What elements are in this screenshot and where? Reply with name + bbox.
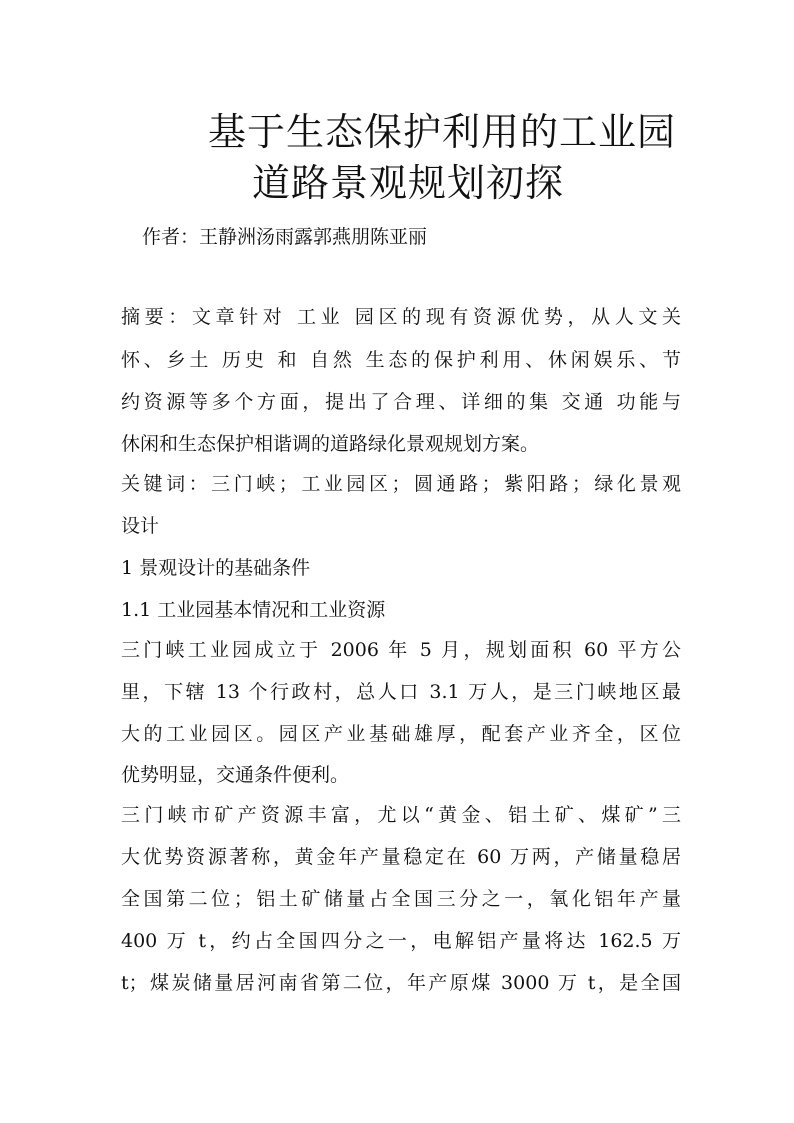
paragraph-line: 优势明显，交通条件便利。 [121, 764, 350, 786]
abstract-line: 怀、乡土 历史 和 自然 生态的保护利用、休闲娱乐、节 [121, 349, 681, 371]
abstract-line: 休闲和生态保护相谐调的道路绿化景观规划方案。 [121, 433, 540, 455]
paragraph-line: 400 万 t，约占全国四分之一，电解铝产量将达 162.5 万 [121, 930, 681, 952]
subsection-heading: 1.1 工业园基本情况和工业资源 [121, 599, 386, 621]
abstract-line: 摘要：文章针对 工业 园区的现有资源优势，从人文关 [121, 306, 681, 328]
paragraph-line: 全国第二位；铝土矿储量占全国三分之一，氧化铝年产量 [121, 888, 681, 910]
paragraph-line: 大优势资源著称，黄金年产量稳定在 60 万两，产储量稳居 [121, 846, 681, 868]
section-heading: 1 景观设计的基础条件 [121, 557, 311, 579]
document-title-line-2: 道路景观规划初探 [252, 161, 565, 205]
keywords-line: 关键词：三门峡；工业园区；圆通路；紫阳路；绿化景观 [121, 473, 681, 495]
paragraph-line: 大的工业园区。园区产业基础雄厚，配套产业齐全，区位 [121, 723, 681, 745]
document-title-line-1: 基于生态保护利用的工业园 [208, 110, 677, 154]
paragraph-line: t；煤炭储量居河南省第二位，年产原煤 3000 万 t，是全国 [121, 972, 681, 994]
paragraph-line: 三门峡工业园成立于 2006 年 5 月，规划面积 60 平方公 [121, 639, 681, 661]
paragraph-line: 三门峡市矿产资源丰富，尤以“黄金、铝土矿、煤矿”三 [121, 804, 681, 826]
keywords-line: 设计 [121, 515, 160, 537]
author-line: 作者：王静洲汤雨露郭燕朋陈亚丽 [142, 226, 428, 248]
abstract-line: 约资源等多个方面，提出了合理、详细的集 交通 功能与 [121, 391, 681, 413]
paragraph-line: 里，下辖 13 个行政村，总人口 3.1 万人，是三门峡地区最 [121, 681, 681, 703]
